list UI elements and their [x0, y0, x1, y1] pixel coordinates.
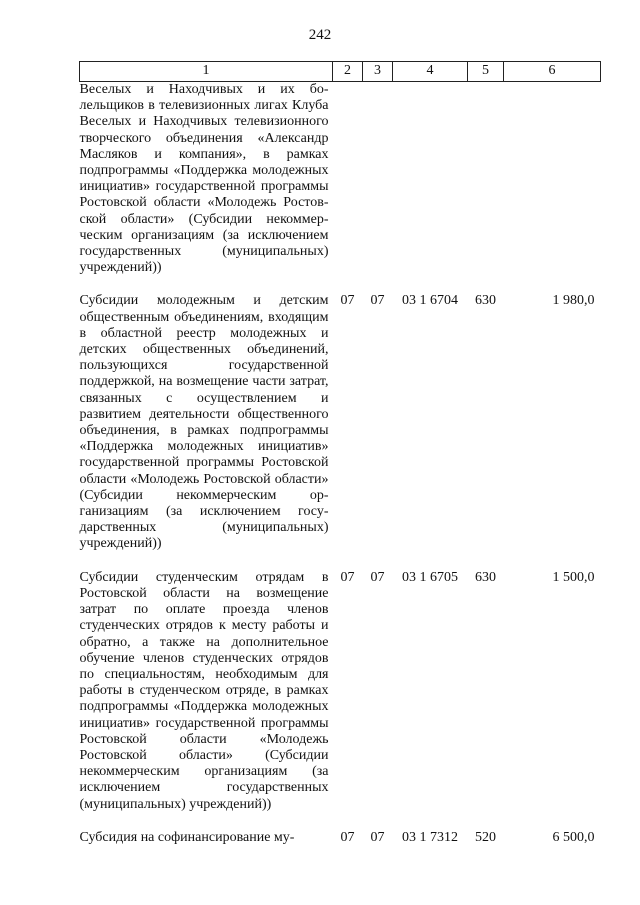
row-section-code — [333, 82, 363, 277]
row-section-code: 07 — [340, 569, 355, 585]
row-description: Субсидия на софинансирование му- — [79, 829, 295, 845]
table-row — [80, 82, 601, 277]
column-header-3: 3 — [363, 62, 393, 82]
row-amount — [504, 82, 601, 277]
row-description: Веселых и Находчивых и их болельщиков в телевизионных лигах Клуба Веселых и Находчивых телевизионного творческого объединения «Александр Масляков и компания», в рамках подпрограммы «Поддержка молодежных инициатив» государственной программы Ростовской области «Молодежь Ростовской области» (Субсидии некоммерческим организациям (за исключением государственных (муниципальных) учреждений)) — [79, 82, 329, 276]
row-expense-type — [468, 82, 504, 277]
row-description: Субсидии молодежным и детским общественным объединениям, входящим в областной реестр молодежных и детских общественных объединений, пользующихся государственной поддержкой, на возмещение части затрат, связанных с осуществлением и развитием деятельности общественного объединения, в рамках подпрограммы «Поддержка молодежных инициатив» государственной программы Ростовской области «Молодежь Ростовской области» (Субсидии некоммерческим организациям (за исключением государственных (муниципальных) учреждений)) — [79, 293, 329, 552]
row-description: Субсидии студенческим отрядам в Ростовской области на возмещение затрат по оплате проезда членов студенческих отрядов к месту работы и обратно, а также на дополнительное обучение членов студенческих отрядов по специальностям, необходимым для работы в студенческом отряде, в рамках подпрограммы «Поддержка молодежных инициатив» государственной программы Ростовской области «Молодежь Ростовской области» (Субсидии некоммерческим организациям (за исключением государственных (муниципальных) учреждений)) — [79, 569, 329, 812]
row-expense-type: 630 — [475, 569, 496, 585]
column-header-5: 5 — [468, 62, 504, 82]
budget-table — [79, 61, 601, 846]
row-target-article: 03 1 6705 — [402, 569, 458, 585]
row-subsection-code — [363, 82, 393, 277]
column-header-2: 2 — [333, 62, 363, 82]
row-target-article: 03 1 6704 — [402, 293, 458, 309]
row-section-code: 07 — [340, 829, 355, 845]
column-header-1: 1 — [80, 62, 333, 82]
row-spacer — [80, 553, 601, 570]
row-amount: 1 980,0 — [552, 293, 595, 309]
row-amount: 1 500,0 — [552, 569, 595, 585]
table-header — [80, 62, 601, 82]
row-subsection-code: 07 — [370, 293, 385, 309]
column-header-4: 4 — [393, 62, 468, 82]
row-target-article: 03 1 7312 — [402, 829, 458, 845]
table-body — [80, 82, 601, 846]
page-number: 242 — [308, 27, 332, 43]
row-subsection-code: 07 — [370, 569, 385, 585]
row-amount: 6 500,0 — [552, 829, 595, 845]
row-subsection-code: 07 — [370, 829, 385, 845]
table-row — [80, 293, 601, 552]
table-row — [80, 830, 601, 846]
row-expense-type: 630 — [475, 293, 496, 309]
row-expense-type: 520 — [475, 829, 496, 845]
table-row — [80, 570, 601, 813]
row-target-article — [393, 82, 468, 277]
row-spacer — [80, 276, 601, 293]
row-section-code: 07 — [340, 293, 355, 309]
row-spacer — [80, 813, 601, 830]
column-header-6: 6 — [504, 62, 601, 82]
header-row — [80, 62, 601, 82]
